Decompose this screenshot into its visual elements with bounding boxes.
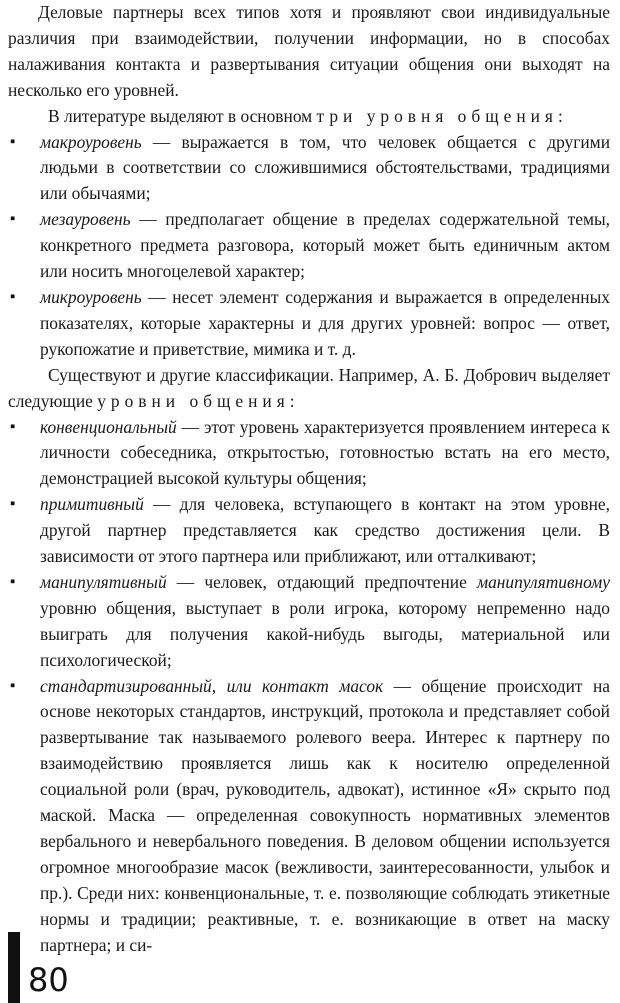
list-item xyxy=(8,674,610,959)
paragraph-text: : xyxy=(557,105,563,126)
dobrovich-levels-list xyxy=(8,415,610,959)
term: примитивный xyxy=(40,494,144,515)
book-page xyxy=(8,0,612,1003)
list-item xyxy=(8,130,610,208)
definition: — для человека, вступающего в контакт на этом уровне, другой партнер представляется как средство достижения цели. В зависимости от этого партнера или приближают, или отталкивают; xyxy=(40,494,610,567)
term: макроуровень xyxy=(40,131,142,152)
definition: — этот уровень характеризуется проявлением интереса к личности собеседника, открытостью, готовностью встать на его место, демонстрацией высокой культуры общения; xyxy=(40,416,610,489)
spaced-emphasis: уровни общения xyxy=(97,390,290,411)
body-text xyxy=(8,0,610,959)
term: мезауровень xyxy=(40,209,131,230)
term: манипулятивный xyxy=(40,571,167,592)
term: микроуровень xyxy=(40,286,142,307)
list-item xyxy=(8,415,610,493)
list-item xyxy=(8,570,610,674)
page-edge-bar xyxy=(8,932,20,1003)
list-item xyxy=(8,207,610,285)
definition: — общение происходит на основе некоторых стандартов, инструкций, протокола и представляет собой развертывание так называемого ролевого веера. Интерес к партнеру по взаимодействию проявляется лишь как к носителю определенной социальной роли (врач, руководитель, адвокат), истинное «Я» скрыто под маской. Маска — определенная совокупность нормативных элементов вербального и невербального поведения. В деловом общении используется огромное многообразие масок (вежливости, заинтересованности, улыбок и пр.). Среди них: конвенциональные, т. е. позволяющие соблюдать этикетные нормы и традиции; реактивные, т. е. возникающие в ответ на маску партнера; и си- xyxy=(40,675,610,955)
term: конвенциональный xyxy=(40,416,177,437)
levels-list xyxy=(8,130,610,363)
definition: — предполагает общение в пределах содержательной темы, конкретного предмета разговора, который может быть единичным актом или носить многоцелевой характер; xyxy=(40,209,610,282)
page-number: 80 xyxy=(28,961,69,999)
paragraph-text: В литературе выделяют в основном xyxy=(48,105,317,126)
paragraph-three-levels xyxy=(8,104,610,130)
term: стандартизированный, или контакт масок xyxy=(40,675,384,696)
paragraph-intro: Деловые партнеры всех типов хотя и проявляют свои индивидуальные различия при взаимодействии, получении информации, но в способах налаживания контакта и развертывания ситуации общения они выходят на несколько его уровней. xyxy=(8,2,610,100)
list-item xyxy=(8,492,610,570)
spaced-emphasis: три уровня общения xyxy=(316,105,558,126)
definition: уровню общения, выступает в роли игрока, которому непременно надо выиграть для получения какой-нибудь выгоды, материальной или психологической; xyxy=(40,597,610,670)
definition: — выражается в том, что человек общается с другими людьми в соответствии со сложившимися обстоятельствами, традициями или обычаями; xyxy=(40,131,610,204)
paragraph-dobrovich xyxy=(8,363,610,415)
term: манипулятивному xyxy=(476,571,610,592)
definition: — человек, отдающий предпочтение xyxy=(166,571,477,592)
definition: — несет элемент содержания и выражается в определенных показателях, которые характерны и для других уровней: вопрос — ответ, рукопожатие и приветствие, мимика и т. д. xyxy=(40,286,610,359)
paragraph-text: Существуют и другие классификации. Например, А. Б. Добрович выделяет следующие xyxy=(8,364,610,411)
paragraph-text: : xyxy=(289,390,295,411)
list-item xyxy=(8,285,610,363)
